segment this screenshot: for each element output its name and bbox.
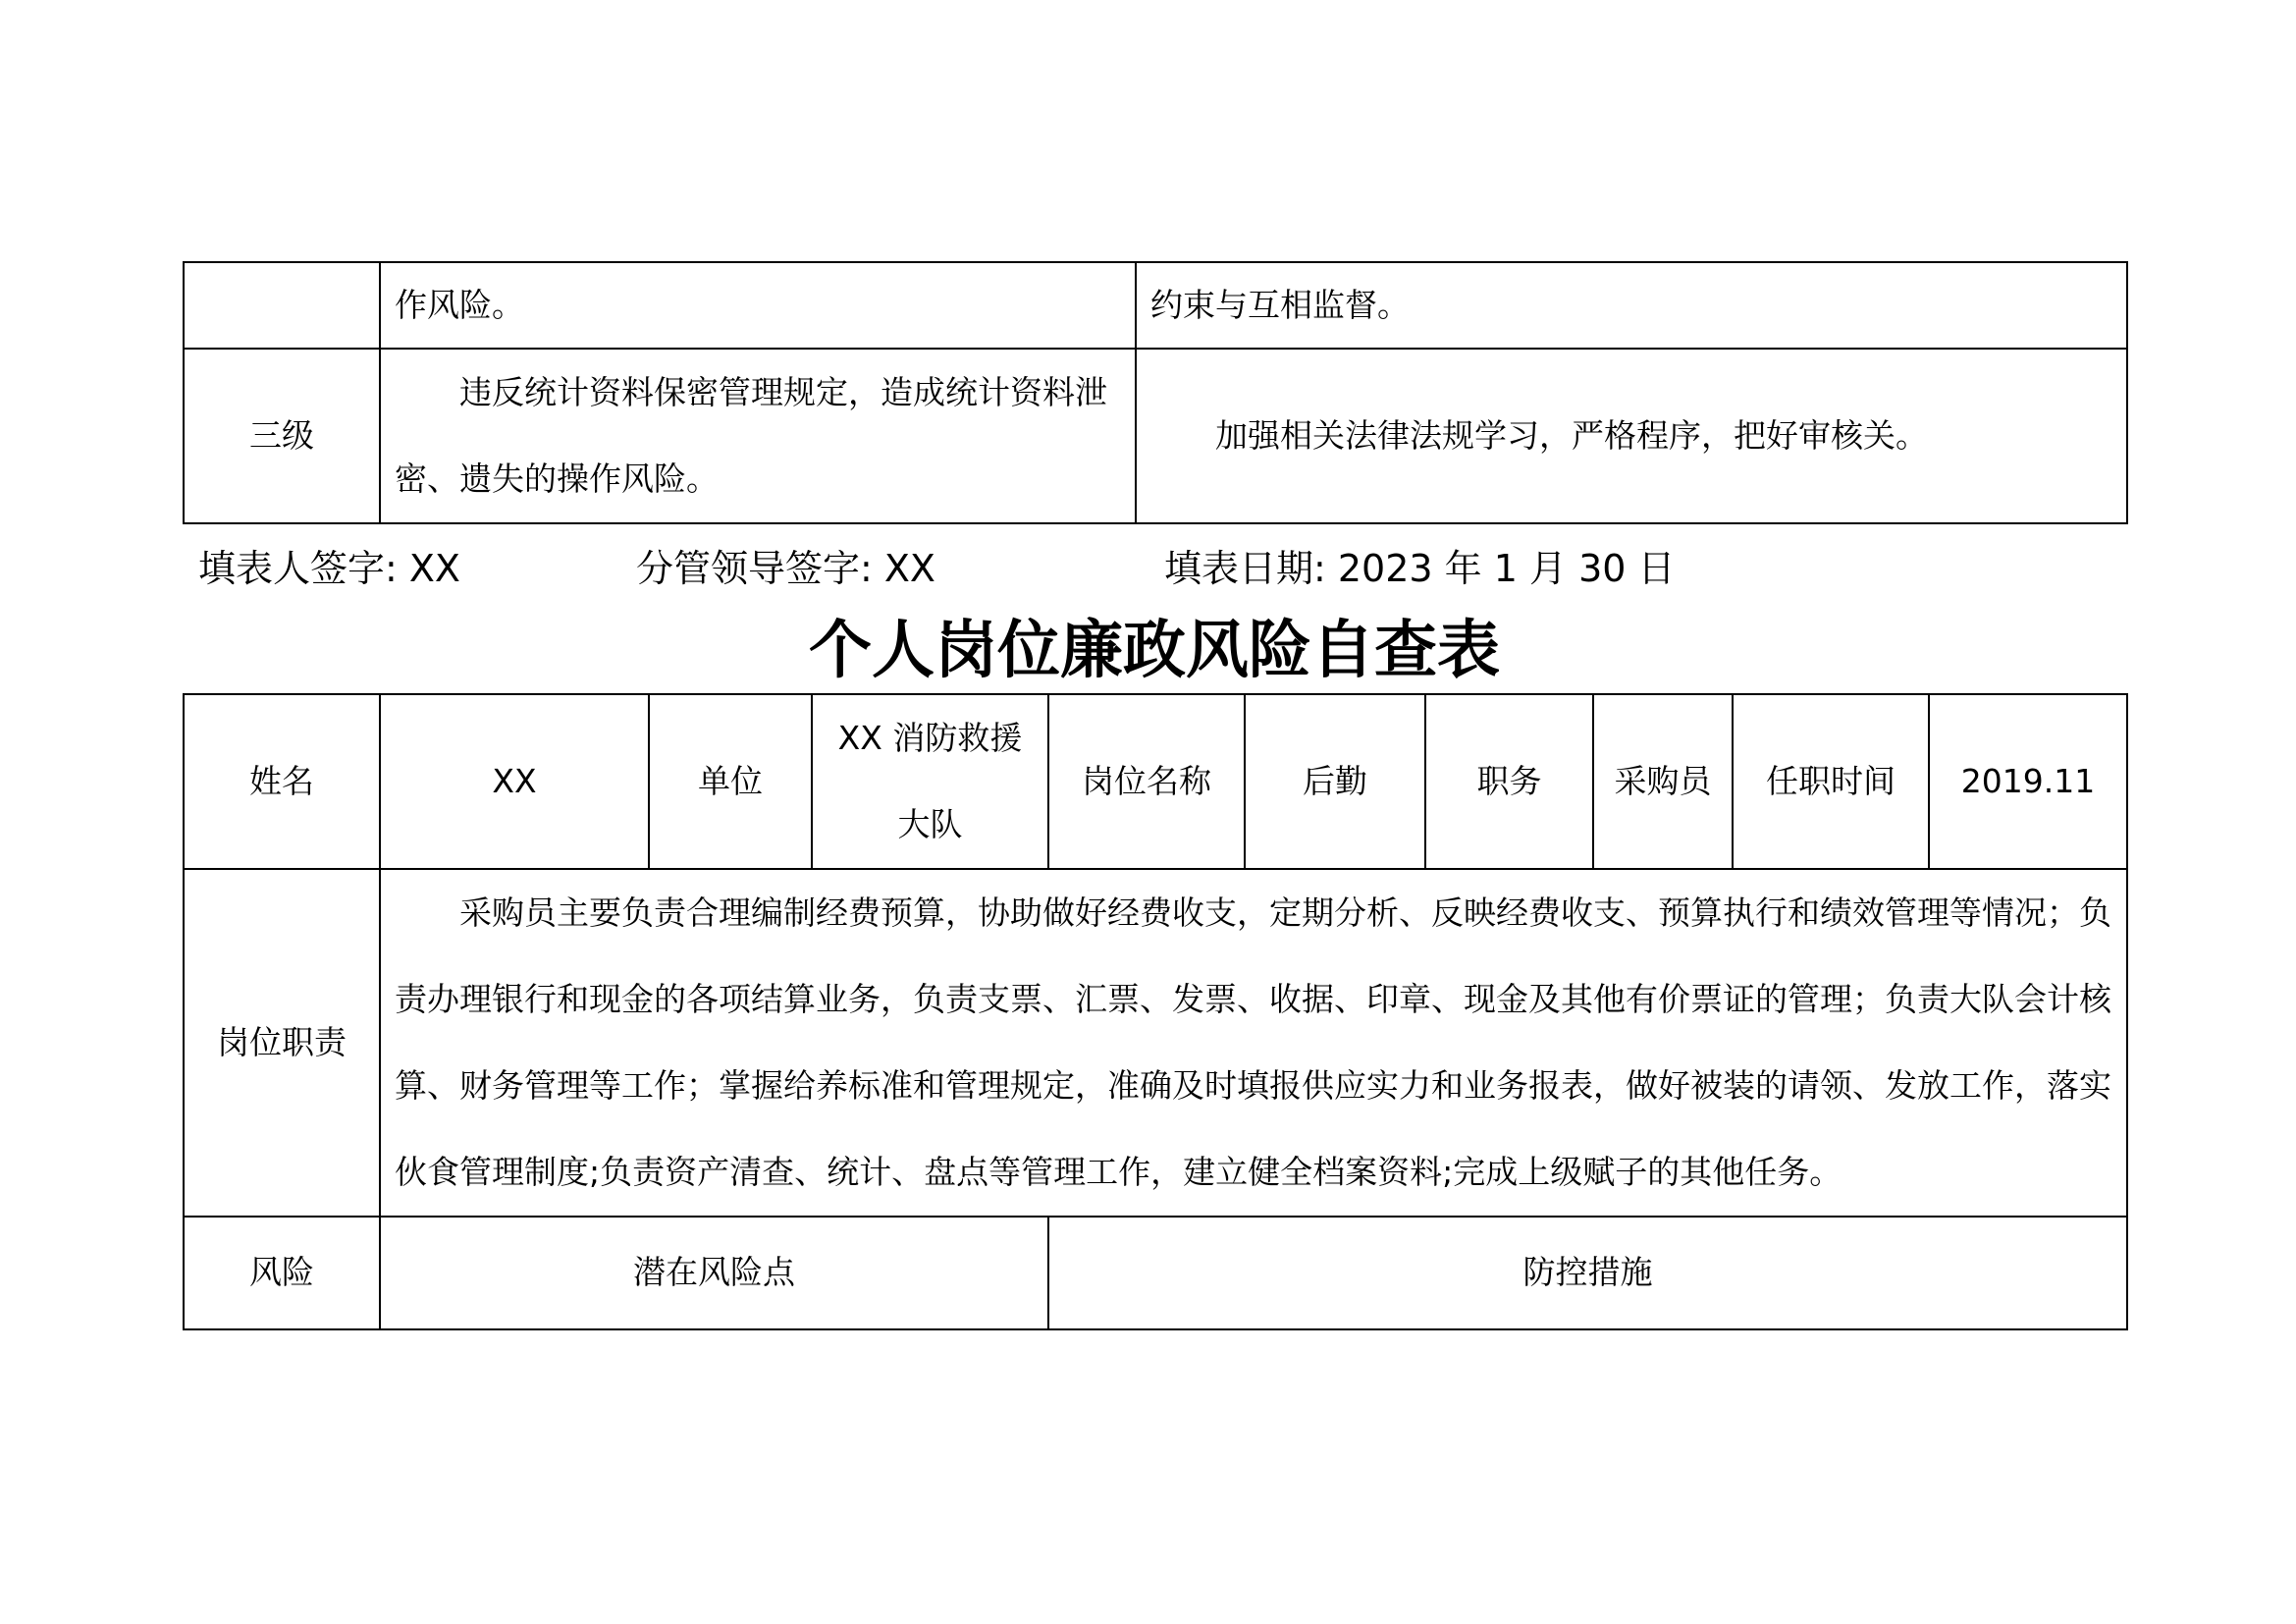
name-value: XX bbox=[380, 694, 649, 869]
risk-continuation-table bbox=[183, 261, 2128, 524]
table-row bbox=[184, 349, 2127, 523]
filler-signature: 填表人签字: XX bbox=[198, 547, 460, 590]
tenure-value: 2019.11 bbox=[1929, 694, 2127, 869]
unit-label: 单位 bbox=[649, 694, 812, 869]
post-label: 岗位名称 bbox=[1048, 694, 1245, 869]
control-measure-cell: 加强相关法律法规学习，严格程序，把好审核关。 bbox=[1136, 349, 2127, 523]
table-row bbox=[184, 262, 2127, 349]
duty-value: 采购员 bbox=[1593, 694, 1733, 869]
duty-label: 职务 bbox=[1425, 694, 1593, 869]
risk-label: 风险 bbox=[184, 1217, 380, 1329]
risk-level-cell: 三级 bbox=[184, 349, 380, 523]
leader-signature: 分管领导签字: XX bbox=[636, 547, 935, 590]
control-measure-cell: 约束与互相监督。 bbox=[1136, 262, 2127, 349]
post-value: 后勤 bbox=[1245, 694, 1425, 869]
table-row bbox=[184, 1217, 2127, 1329]
table-row bbox=[184, 869, 2127, 1217]
risk-level-cell bbox=[184, 262, 380, 349]
responsibility-label: 岗位职责 bbox=[184, 869, 380, 1217]
control-measure-header: 防控措施 bbox=[1048, 1217, 2127, 1329]
tenure-label: 任职时间 bbox=[1733, 694, 1929, 869]
responsibility-text: 采购员主要负责合理编制经费预算，协助做好经费收支，定期分析、反映经费收支、预算执行和绩效管理等情况；负责办理银行和现金的各项结算业务，负责支票、汇票、发票、收据、印章、现金及其他有价票证的管理；负责大队会计核算、财务管理等工作；掌握给养标准和管理规定，准确及时填报供应实力和业务报表，做好被装的请领、发放工作，落实伙食管理制度;负责资产清查、统计、盘点等管理工作，建立健全档案资料;完成上级赋子的其他任务。 bbox=[380, 869, 2127, 1217]
risk-point-cell: 违反统计资料保密管理规定，造成统计资料泄密、遗失的操作风险。 bbox=[380, 349, 1136, 523]
unit-value: XX 消防救援大队 bbox=[812, 694, 1048, 869]
table-row bbox=[184, 694, 2127, 869]
risk-point-header: 潜在风险点 bbox=[380, 1217, 1048, 1329]
self-check-table bbox=[183, 693, 2128, 1330]
risk-point-cell: 作风险。 bbox=[380, 262, 1136, 349]
fill-date: 填表日期: 2023 年 1 月 30 日 bbox=[1164, 547, 1676, 590]
signature-line bbox=[183, 538, 2126, 593]
name-label: 姓名 bbox=[184, 694, 380, 869]
page-title: 个人岗位廉政风险自查表 bbox=[809, 614, 1500, 687]
